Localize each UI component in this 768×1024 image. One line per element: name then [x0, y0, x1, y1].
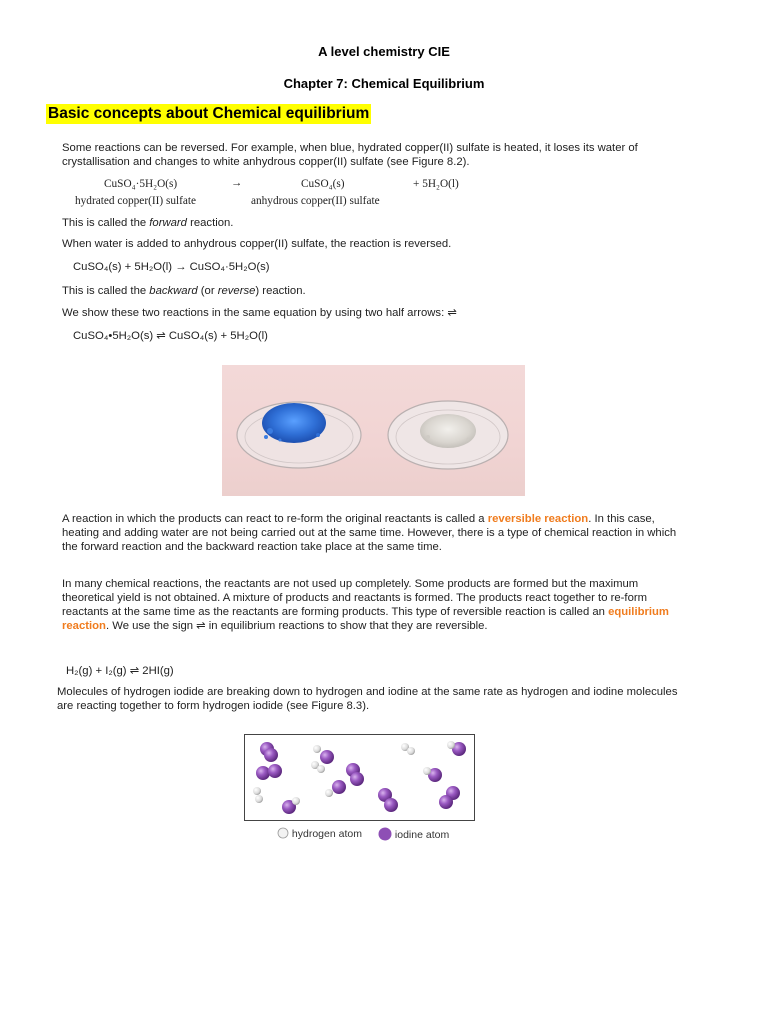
equation-arrow: → [231, 177, 243, 189]
section-heading: Basic concepts about Chemical equilibrium [48, 105, 370, 122]
intro-paragraph: Some reactions can be reversed. For example, when blue, hydrated copper(II) sulfate is heated, it loses its water of crystallisation and changes to white anhydrous copper(II) sulfate (see Figure 8.2). [62, 142, 638, 168]
legend-iodine [378, 827, 449, 841]
equation-reversible: CuSO₄•5H₂O(s) ⇌ CuSO₄(s) + 5H₂O(l) [73, 330, 268, 342]
iodine-atom-icon [378, 827, 392, 841]
equation-water: + 5H₂O(l) [413, 178, 459, 190]
hydrogen-iodide-molecule [282, 797, 300, 814]
backward-reaction-text: This is called the backward (or reverse) reaction. [62, 285, 306, 297]
hydrogen-iodide-paragraph: Molecules of hydrogen iodide are breaking down to hydrogen and iodine at the same rate as hydrogen and iodine molecules are reacting together to form hydrogen iodide (see Figure 8.3). [57, 686, 678, 712]
term-equilibrium-reaction: equilibrium reaction [62, 606, 669, 632]
reactant-label: hydrated copper(II) sulfate [75, 195, 197, 207]
hydrogen-molecule [401, 743, 415, 755]
forward-reaction-text: This is called the forward reaction. [62, 217, 234, 229]
water-added-text: When water is added to anhydrous copper(II) sulfate, the reaction is reversed. [62, 238, 452, 250]
legend-iodine-label: iodine atom [394, 829, 450, 841]
molecule-diagram [244, 734, 475, 821]
equation-rehydration: CuSO₄(s) + 5H₂O(l) → CuSO₄·5H₂O(s) [73, 261, 270, 273]
term-reversible-reaction: reversible reaction [487, 513, 589, 525]
equilibrium-reaction-paragraph: In many chemical reactions, the reactants are not used up completely. Some products are formed but the maximum theoretical yield is not obtained. A mixture of products and reactants is formed. The products react together to re-form reactants at the same time as the reactants are forming products. This type of reversible reaction is called an equilibrium reaction. We use the sign ⇌ in equilibrium reactions to show that they are reversible. [62, 578, 669, 632]
hydrogen-iodide-molecule [447, 741, 466, 756]
legend-hydrogen [277, 827, 362, 840]
iodine-molecule [439, 786, 460, 809]
chapter-title: Chapter 7: Chemical Equilibrium [283, 76, 485, 91]
hydrogen-iodide-molecule [423, 767, 442, 782]
equation-reactant: CuSO₄·5H₂O(s) [104, 178, 178, 190]
hydrogen-iodide-molecule [325, 780, 346, 797]
molecules-illustration [245, 735, 474, 820]
legend-hydrogen-label: hydrogen atom [291, 828, 362, 840]
equation-hydrogen-iodide: H₂(g) + I₂(g) ⇌ 2HI(g) [66, 665, 174, 677]
watch-glasses-illustration [222, 365, 525, 496]
anhydrous-copper-sulfate [420, 414, 476, 448]
product-label: anhydrous copper(II) sulfate [251, 195, 380, 207]
copper-sulfate-photo [222, 365, 525, 496]
hydrogen-iodide-molecule [313, 745, 334, 764]
iodine-molecule [378, 788, 398, 812]
hydrated-copper-sulfate [262, 403, 326, 443]
equation-product: CuSO₄(s) [301, 178, 345, 190]
hydrogen-molecule [311, 761, 325, 773]
half-arrows-text: We show these two reactions in the same equation by using two half arrows: ⇌ [62, 307, 457, 319]
iodine-molecule [260, 742, 278, 762]
iodine-molecule [346, 763, 364, 786]
iodine-molecule [256, 764, 282, 780]
hydrogen-molecule [253, 787, 263, 803]
hydrogen-atom-icon [277, 827, 289, 839]
reversible-reaction-paragraph: A reaction in which the products can react to re-form the original reactants is called a reversible reaction. In this case, heating and adding water are not being carried out at the same time. However, there is a type of chemical reaction in which the forward reaction and the backward reaction take place at the same time. [62, 513, 677, 553]
document-course-title: A level chemistry CIE [318, 44, 450, 59]
